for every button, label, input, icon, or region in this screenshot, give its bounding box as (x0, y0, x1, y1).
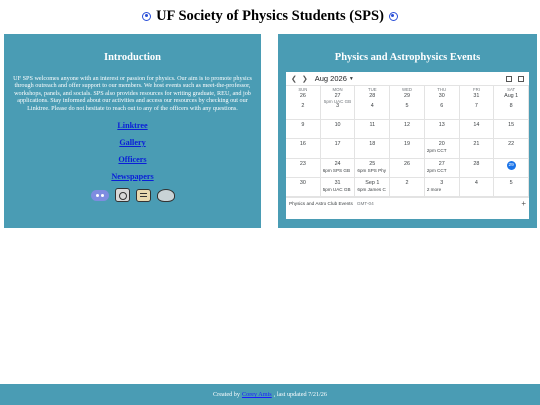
day-number (355, 120, 389, 128)
day-number (390, 139, 424, 147)
day-number-text: 14 (473, 122, 480, 129)
day-number-text: 17 (334, 141, 341, 148)
calendar-month[interactable]: Aug 2026 (314, 74, 347, 83)
day-number-text: 25 (369, 160, 376, 167)
newspapers-link[interactable]: Newspapers (111, 172, 154, 182)
weekday-label: TUE (367, 87, 377, 92)
weekday-label: SUN (298, 87, 308, 92)
day-number-text: 16 (299, 141, 306, 148)
day-number-text: 30 (299, 179, 306, 186)
day-number: 26 (299, 93, 306, 99)
day-number: 27 (334, 93, 341, 99)
day-number-text: 4 (474, 179, 478, 186)
day-number-text: 28 (473, 160, 480, 167)
calendar-event[interactable]: 5pm UAC GB (323, 99, 352, 104)
day-number-text: 6 (440, 103, 444, 109)
calendar-day[interactable] (355, 101, 390, 120)
calendar-day[interactable] (286, 159, 321, 178)
day-number (286, 178, 320, 186)
calendar-day[interactable] (355, 178, 390, 197)
day-number-text: 3 (440, 179, 444, 186)
day-number-text: 23 (299, 160, 306, 167)
day-number-text: 12 (403, 122, 410, 129)
calendar-event[interactable]: 6pm James C (357, 186, 386, 192)
day-number-text: 8 (509, 103, 513, 109)
calendar-day-header[interactable] (460, 86, 495, 101)
day-number-text: 15 (508, 122, 515, 129)
day-number-text: 31 (334, 179, 341, 186)
calendar-day[interactable] (321, 139, 356, 158)
calendar-day[interactable] (355, 139, 390, 158)
calendar-day[interactable] (286, 139, 321, 158)
events-panel (278, 34, 537, 228)
day-number (494, 120, 528, 128)
day-number (390, 101, 424, 109)
gallery-link[interactable]: Gallery (119, 138, 146, 148)
events-calendar (286, 72, 529, 219)
calendar-event[interactable]: 2pm CCT (426, 148, 447, 154)
day-number: 29 (403, 93, 410, 99)
footer-suffix: , last updated 7/21/26 (273, 391, 327, 398)
day-number (390, 178, 424, 186)
footer-prefix: Created by (213, 391, 240, 398)
calendar-day[interactable] (390, 139, 425, 158)
day-number: 31 (473, 93, 480, 99)
day-number: 28 (369, 93, 376, 99)
add-calendar-icon[interactable]: + (521, 199, 526, 209)
day-number: 30 (438, 93, 445, 99)
calendar-day[interactable] (494, 139, 529, 158)
day-number-text: 26 (403, 160, 410, 167)
calendar-event[interactable]: 5pm UAC GB (322, 186, 351, 192)
calendar-timezone: GMT-04 (356, 201, 374, 207)
day-number (390, 120, 424, 128)
calendar-day[interactable] (460, 139, 495, 158)
day-number (286, 120, 320, 128)
day-number (494, 178, 528, 186)
calendar-day[interactable] (425, 139, 460, 158)
calendar-day[interactable] (425, 120, 460, 139)
day-number-text: Sep 1 (365, 179, 380, 186)
page-title-text: UF Society of Physics Students (SPS) (156, 7, 384, 24)
calendar-day[interactable] (425, 159, 460, 178)
day-number (494, 101, 528, 109)
calendar-day[interactable] (390, 101, 425, 120)
instagram-icon[interactable] (115, 188, 130, 202)
day-number (355, 139, 389, 147)
calendar-event[interactable]: 2 more (426, 186, 442, 192)
calendar-day-header[interactable] (286, 86, 321, 101)
calendar-event[interactable]: 2pm CCT (426, 167, 447, 173)
day-number-text: 7 (474, 103, 478, 109)
calendar-day[interactable] (355, 120, 390, 139)
calendar-day[interactable] (355, 159, 390, 178)
day-number (460, 139, 494, 147)
day-number (321, 139, 355, 147)
calendar-day[interactable] (425, 101, 460, 120)
linktree-icon[interactable] (136, 189, 151, 202)
day-number (460, 101, 494, 109)
officers-link[interactable]: Officers (118, 155, 147, 165)
calendar-day[interactable] (286, 120, 321, 139)
calendar-day[interactable] (321, 159, 356, 178)
email-icon[interactable] (157, 189, 175, 202)
calendar-day[interactable] (390, 178, 425, 197)
day-number-text: 2 (301, 103, 305, 109)
calendar-day[interactable] (286, 178, 321, 197)
day-number-text: 5 (405, 103, 409, 109)
day-number (390, 159, 424, 167)
day-number-text: 18 (369, 141, 376, 148)
social-links (4, 188, 261, 202)
day-number-text: 22 (508, 141, 515, 148)
day-number-text: 24 (334, 160, 341, 167)
day-number (355, 178, 389, 186)
introduction-text: UF SPS welcomes anyone with an interest or passion for physics. Our aim is to promote physics through outreach and offer support to our members. We host events such as meet-the-professor, workshops, panels, and socials. SPS also provides resources for writing graduate, REU, and job applications. Stay informed about our activities and access our resources by checking out our Linktree. Please do not hesitate to reach out to any of the officers with any questions. (13, 75, 252, 112)
weekday-label: WED (401, 87, 412, 92)
weekday-label: FRI (472, 87, 480, 92)
calendar-day[interactable] (460, 178, 495, 197)
day-number (321, 178, 355, 186)
weekday-label: SAT (507, 87, 516, 92)
calendar-day[interactable] (494, 101, 529, 120)
introduction-heading: Introduction (104, 52, 161, 63)
calendar-day[interactable] (494, 159, 529, 178)
day-number-text: 20 (438, 141, 445, 148)
day-number-text: 5 (509, 179, 513, 186)
day-number-text: 2 (405, 179, 409, 186)
day-number (321, 159, 355, 167)
calendar-day[interactable] (425, 178, 460, 197)
day-number-text: 3 (336, 103, 340, 109)
day-number-text: 21 (473, 141, 480, 148)
prev-month-icon[interactable]: ❮ (291, 75, 297, 83)
calendar-day[interactable] (321, 101, 356, 120)
day-number-text: 4 (370, 103, 374, 109)
author-link[interactable]: Corey Amis (241, 391, 272, 398)
day-number (286, 139, 320, 147)
chevron-down-icon[interactable]: ▼ (348, 75, 354, 82)
next-month-icon[interactable]: ❯ (301, 75, 308, 83)
day-number (494, 139, 528, 147)
calendar-day-header[interactable] (355, 86, 390, 101)
day-number (425, 178, 459, 186)
day-number: Aug 1 (504, 93, 519, 99)
day-number (355, 101, 389, 109)
calendar-day[interactable] (321, 120, 356, 139)
day-number (355, 159, 389, 167)
day-number (286, 159, 320, 167)
page-footer (0, 384, 540, 405)
day-number (460, 159, 494, 167)
grid-view-icon[interactable] (518, 76, 524, 82)
day-number (460, 120, 494, 128)
calendar-day[interactable] (494, 120, 529, 139)
calendar-day[interactable] (460, 120, 495, 139)
calendar-day[interactable] (390, 159, 425, 178)
calendar-day[interactable] (494, 178, 529, 197)
day-number-text: 13 (438, 122, 445, 129)
day-number-text: 19 (403, 141, 410, 148)
day-number-text: 29 (508, 162, 514, 168)
calendar-grid (286, 85, 529, 197)
calendar-day-header[interactable] (425, 86, 460, 101)
calendar-day[interactable] (460, 159, 495, 178)
calendar-day[interactable] (321, 178, 356, 197)
day-number (425, 120, 459, 128)
calendar-name: Physics and Astro Club Events (289, 201, 353, 207)
star-icon (389, 12, 398, 21)
calendar-day-header[interactable] (494, 86, 529, 101)
day-number-text: 27 (438, 160, 445, 167)
discord-icon[interactable] (91, 190, 109, 201)
day-number (425, 101, 459, 109)
events-heading: Physics and Astrophysics Events (334, 52, 481, 63)
linktree-link[interactable]: Linktree (117, 121, 148, 131)
day-number (425, 159, 459, 167)
page-header (0, 0, 540, 32)
day-number (321, 101, 355, 109)
weekday-label: THU (437, 87, 447, 92)
day-number (286, 101, 320, 109)
day-number (425, 139, 459, 147)
day-number-text: 9 (301, 122, 305, 129)
day-number (460, 178, 494, 186)
calendar-day[interactable] (286, 101, 321, 120)
calendar-day[interactable] (390, 120, 425, 139)
day-number (494, 159, 528, 170)
weekday-label: MON (332, 87, 343, 92)
star-icon (142, 12, 151, 21)
day-number-text: 10 (334, 122, 341, 129)
calendar-view-icon[interactable] (506, 76, 512, 82)
calendar-day[interactable] (460, 101, 495, 120)
calendar-day-header[interactable] (321, 86, 356, 104)
calendar-toolbar (286, 72, 529, 85)
calendar-event[interactable]: 6pm SPS Phy (357, 167, 387, 173)
resource-links (4, 120, 261, 188)
calendar-day-header[interactable] (390, 86, 425, 101)
day-number-text: 11 (369, 122, 376, 129)
day-number (321, 120, 355, 128)
calendar-footer (286, 197, 529, 210)
page-title (142, 8, 398, 25)
introduction-panel (4, 34, 261, 228)
calendar-event[interactable]: 6pm SPS GB (322, 167, 351, 173)
